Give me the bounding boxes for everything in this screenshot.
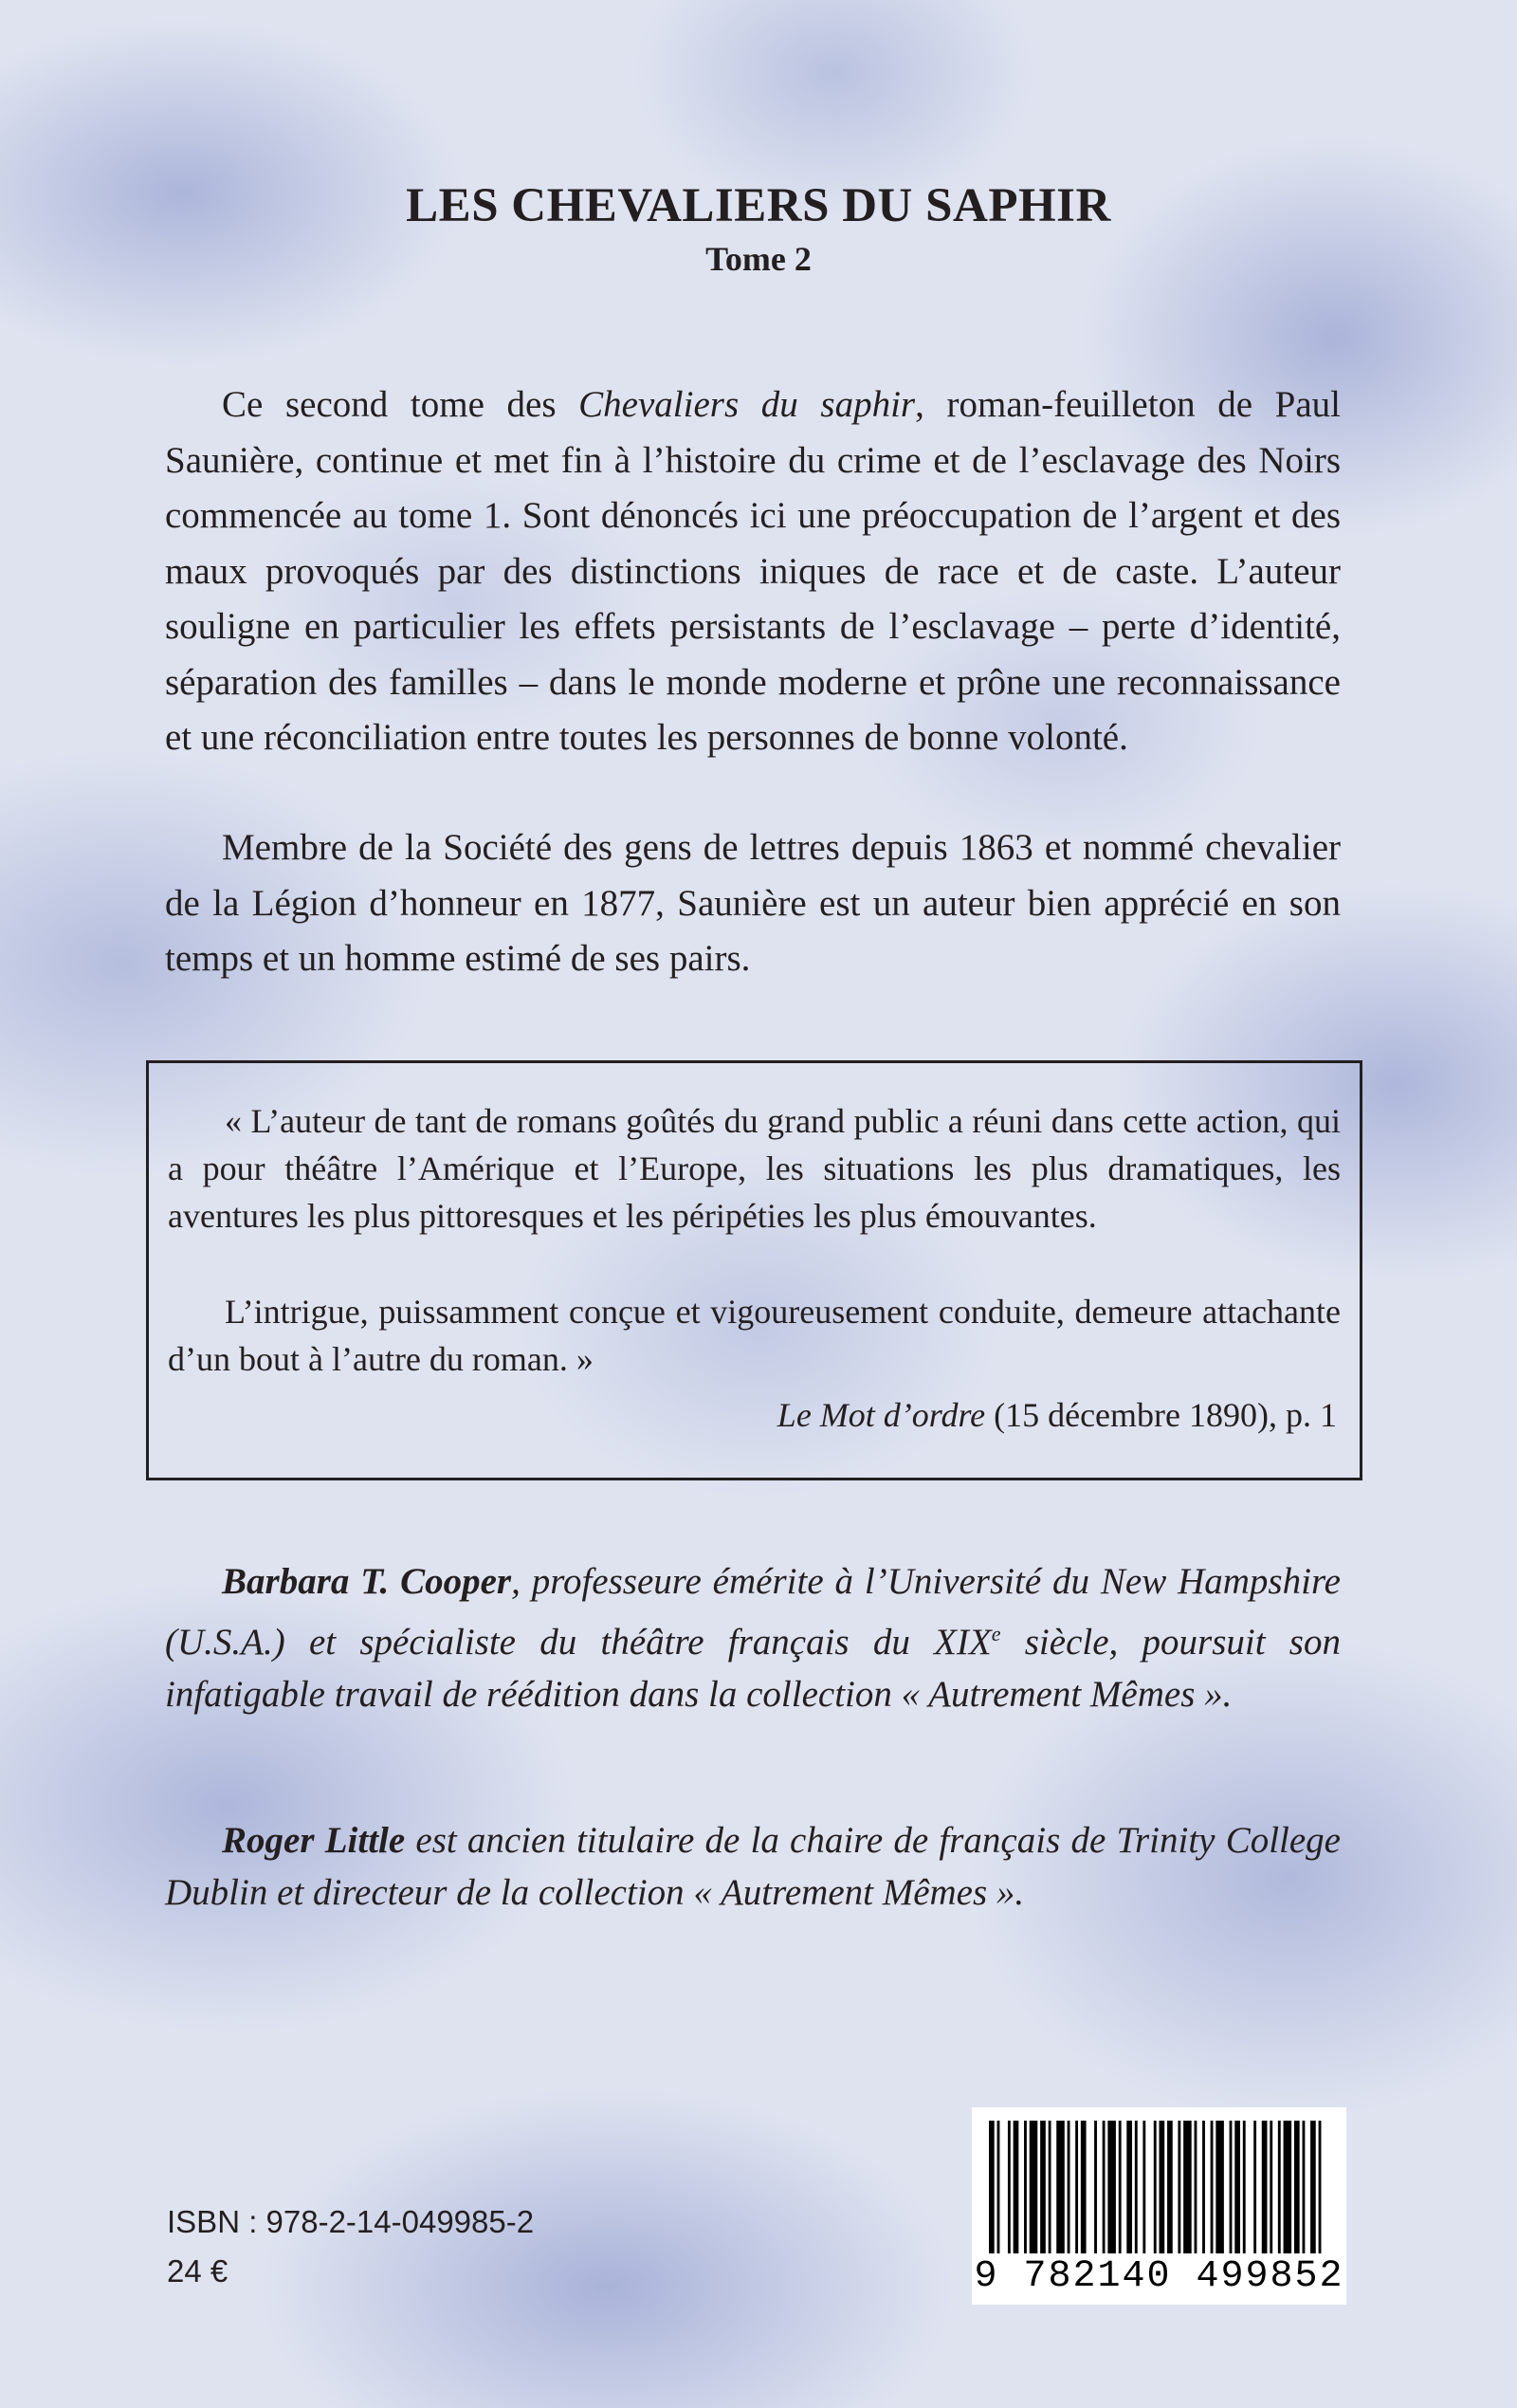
isbn-label: ISBN : 978-2-14-049985-2 bbox=[167, 2204, 535, 2239]
barcode-bar bbox=[1126, 2121, 1132, 2253]
barcode-bar bbox=[1014, 2121, 1019, 2253]
barcode-bar bbox=[997, 2121, 1000, 2253]
barcode-bar bbox=[1234, 2121, 1240, 2253]
editor-bio-cooper-text-1: , professeure émérite à l’Université du New Hampshire (U.S.A.) et spécialiste du théâtre français du XIX bbox=[165, 1561, 1341, 1663]
summary-paragraph-2: Membre de la Société des gens de lettres depuis 1863 et nommé chevalier de la Légion d’honneur en 1877, Saunière est un auteur bien apprécié en son temps et un homme estimé de ses pairs. bbox=[165, 827, 1341, 979]
editor-name-little: Roger Little bbox=[222, 1820, 406, 1861]
summary-paragraph-1 bbox=[165, 377, 1341, 766]
barcode-bar bbox=[1068, 2121, 1070, 2253]
century-superscript: e bbox=[991, 1622, 1001, 1645]
barcode-bar bbox=[1230, 2121, 1233, 2253]
barcode-bar bbox=[1024, 2121, 1027, 2253]
volume-label: Tome 2 bbox=[705, 240, 812, 278]
barcode-bar bbox=[989, 2121, 995, 2253]
barcode-bar bbox=[1008, 2121, 1011, 2253]
barcode-bar bbox=[1278, 2121, 1281, 2253]
newspaper-name: Le Mot d’ordre bbox=[777, 1396, 986, 1434]
barcode-bar bbox=[1142, 2121, 1145, 2253]
barcode-bar bbox=[1262, 2121, 1268, 2253]
quote-date-page: (15 décembre 1890), p. 1 bbox=[985, 1396, 1337, 1434]
barcode-bars-graphic bbox=[985, 2121, 1333, 2253]
editor-bio-cooper bbox=[165, 1555, 1341, 1720]
editor-bio-little bbox=[165, 1814, 1341, 1919]
barcode-bar bbox=[1107, 2121, 1116, 2253]
barcode-bar bbox=[1160, 2121, 1165, 2253]
barcode-bar bbox=[1081, 2121, 1087, 2253]
barcode-bar bbox=[1243, 2121, 1246, 2253]
barcode bbox=[972, 2107, 1346, 2305]
barcode-bar bbox=[1119, 2121, 1122, 2253]
barcode-bar bbox=[1178, 2121, 1180, 2253]
press-quote-paragraph-1: « L’auteur de tant de romans goûtés du grand public a réuni dans cette action, qui a pour théâtre l’Amérique et l’Europe, les situations les plus dramatiques, les aventures les plus pittoresques et les péripéties les plus émouvantes. bbox=[168, 1102, 1341, 1235]
barcode-bar bbox=[1310, 2121, 1316, 2253]
barcode-bar bbox=[1040, 2121, 1046, 2253]
barcode-bar bbox=[1270, 2121, 1272, 2253]
press-quote-paragraph-2: L’intrigue, puissamment conçue et vigoureusement conduite, demeure attachante d’un bout à l’autre du roman. » bbox=[168, 1293, 1341, 1378]
barcode-bar bbox=[1167, 2121, 1173, 2253]
barcode-bar bbox=[1154, 2121, 1157, 2253]
barcode-bar bbox=[1030, 2121, 1038, 2253]
barcode-bar bbox=[1094, 2121, 1097, 2253]
press-quote-source bbox=[777, 1395, 1337, 1435]
barcode-digits: 9 782140 499852 bbox=[974, 2255, 1344, 2298]
press-quote-box bbox=[146, 1060, 1362, 1480]
summary-text-start: Ce second tome des bbox=[222, 384, 579, 425]
barcode-bar bbox=[1215, 2121, 1224, 2253]
barcode-bar bbox=[1075, 2121, 1078, 2253]
series-title-italic: Chevaliers du saphir bbox=[578, 384, 916, 425]
barcode-bar bbox=[1195, 2121, 1197, 2253]
barcode-bar bbox=[1294, 2121, 1300, 2253]
editor-bio-cooper-text-2: siècle, poursuit son infatigable travail de réédition dans la collection « Autrement Mêmes ». bbox=[165, 1622, 1341, 1715]
barcode-bar bbox=[1049, 2121, 1051, 2253]
barcode-bar bbox=[1253, 2121, 1256, 2253]
barcode-bar bbox=[1202, 2121, 1205, 2253]
barcode-bar bbox=[1211, 2121, 1214, 2253]
editor-name-cooper: Barbara T. Cooper bbox=[222, 1561, 512, 1602]
barcode-bar bbox=[1056, 2121, 1065, 2253]
barcode-bar bbox=[1284, 2121, 1292, 2253]
barcode-bar bbox=[1135, 2121, 1138, 2253]
editor-bio-little-text: est ancien titulaire de la chaire de français de Trinity College Dublin et directeur de la collection « Autrement Mêmes ». bbox=[165, 1820, 1341, 1913]
price-label: 24 € bbox=[167, 2253, 228, 2289]
barcode-bar bbox=[1183, 2121, 1192, 2253]
barcode-bar bbox=[1303, 2121, 1306, 2253]
book-title: LES CHEVALIERS DU SAPHIR bbox=[406, 179, 1111, 232]
summary-text-rest: , roman-feuilleton de Paul Saunière, continue et met fin à l’histoire du crime et de l’esclavage des Noirs commencée au tome 1. Sont dénoncés ici une préoccupation de l’argent et des maux provoqués par des distinctions iniques de race et de caste. L’auteur souligne en particulier les effets persistants de l’esclavage – perte d’identité, séparation des familles – dans le monde moderne et prône une reconnaissance et une réconciliation entre toutes les personnes de bonne volonté. bbox=[165, 384, 1341, 758]
barcode-bar bbox=[1319, 2121, 1322, 2253]
barcode-bar bbox=[1103, 2121, 1106, 2253]
